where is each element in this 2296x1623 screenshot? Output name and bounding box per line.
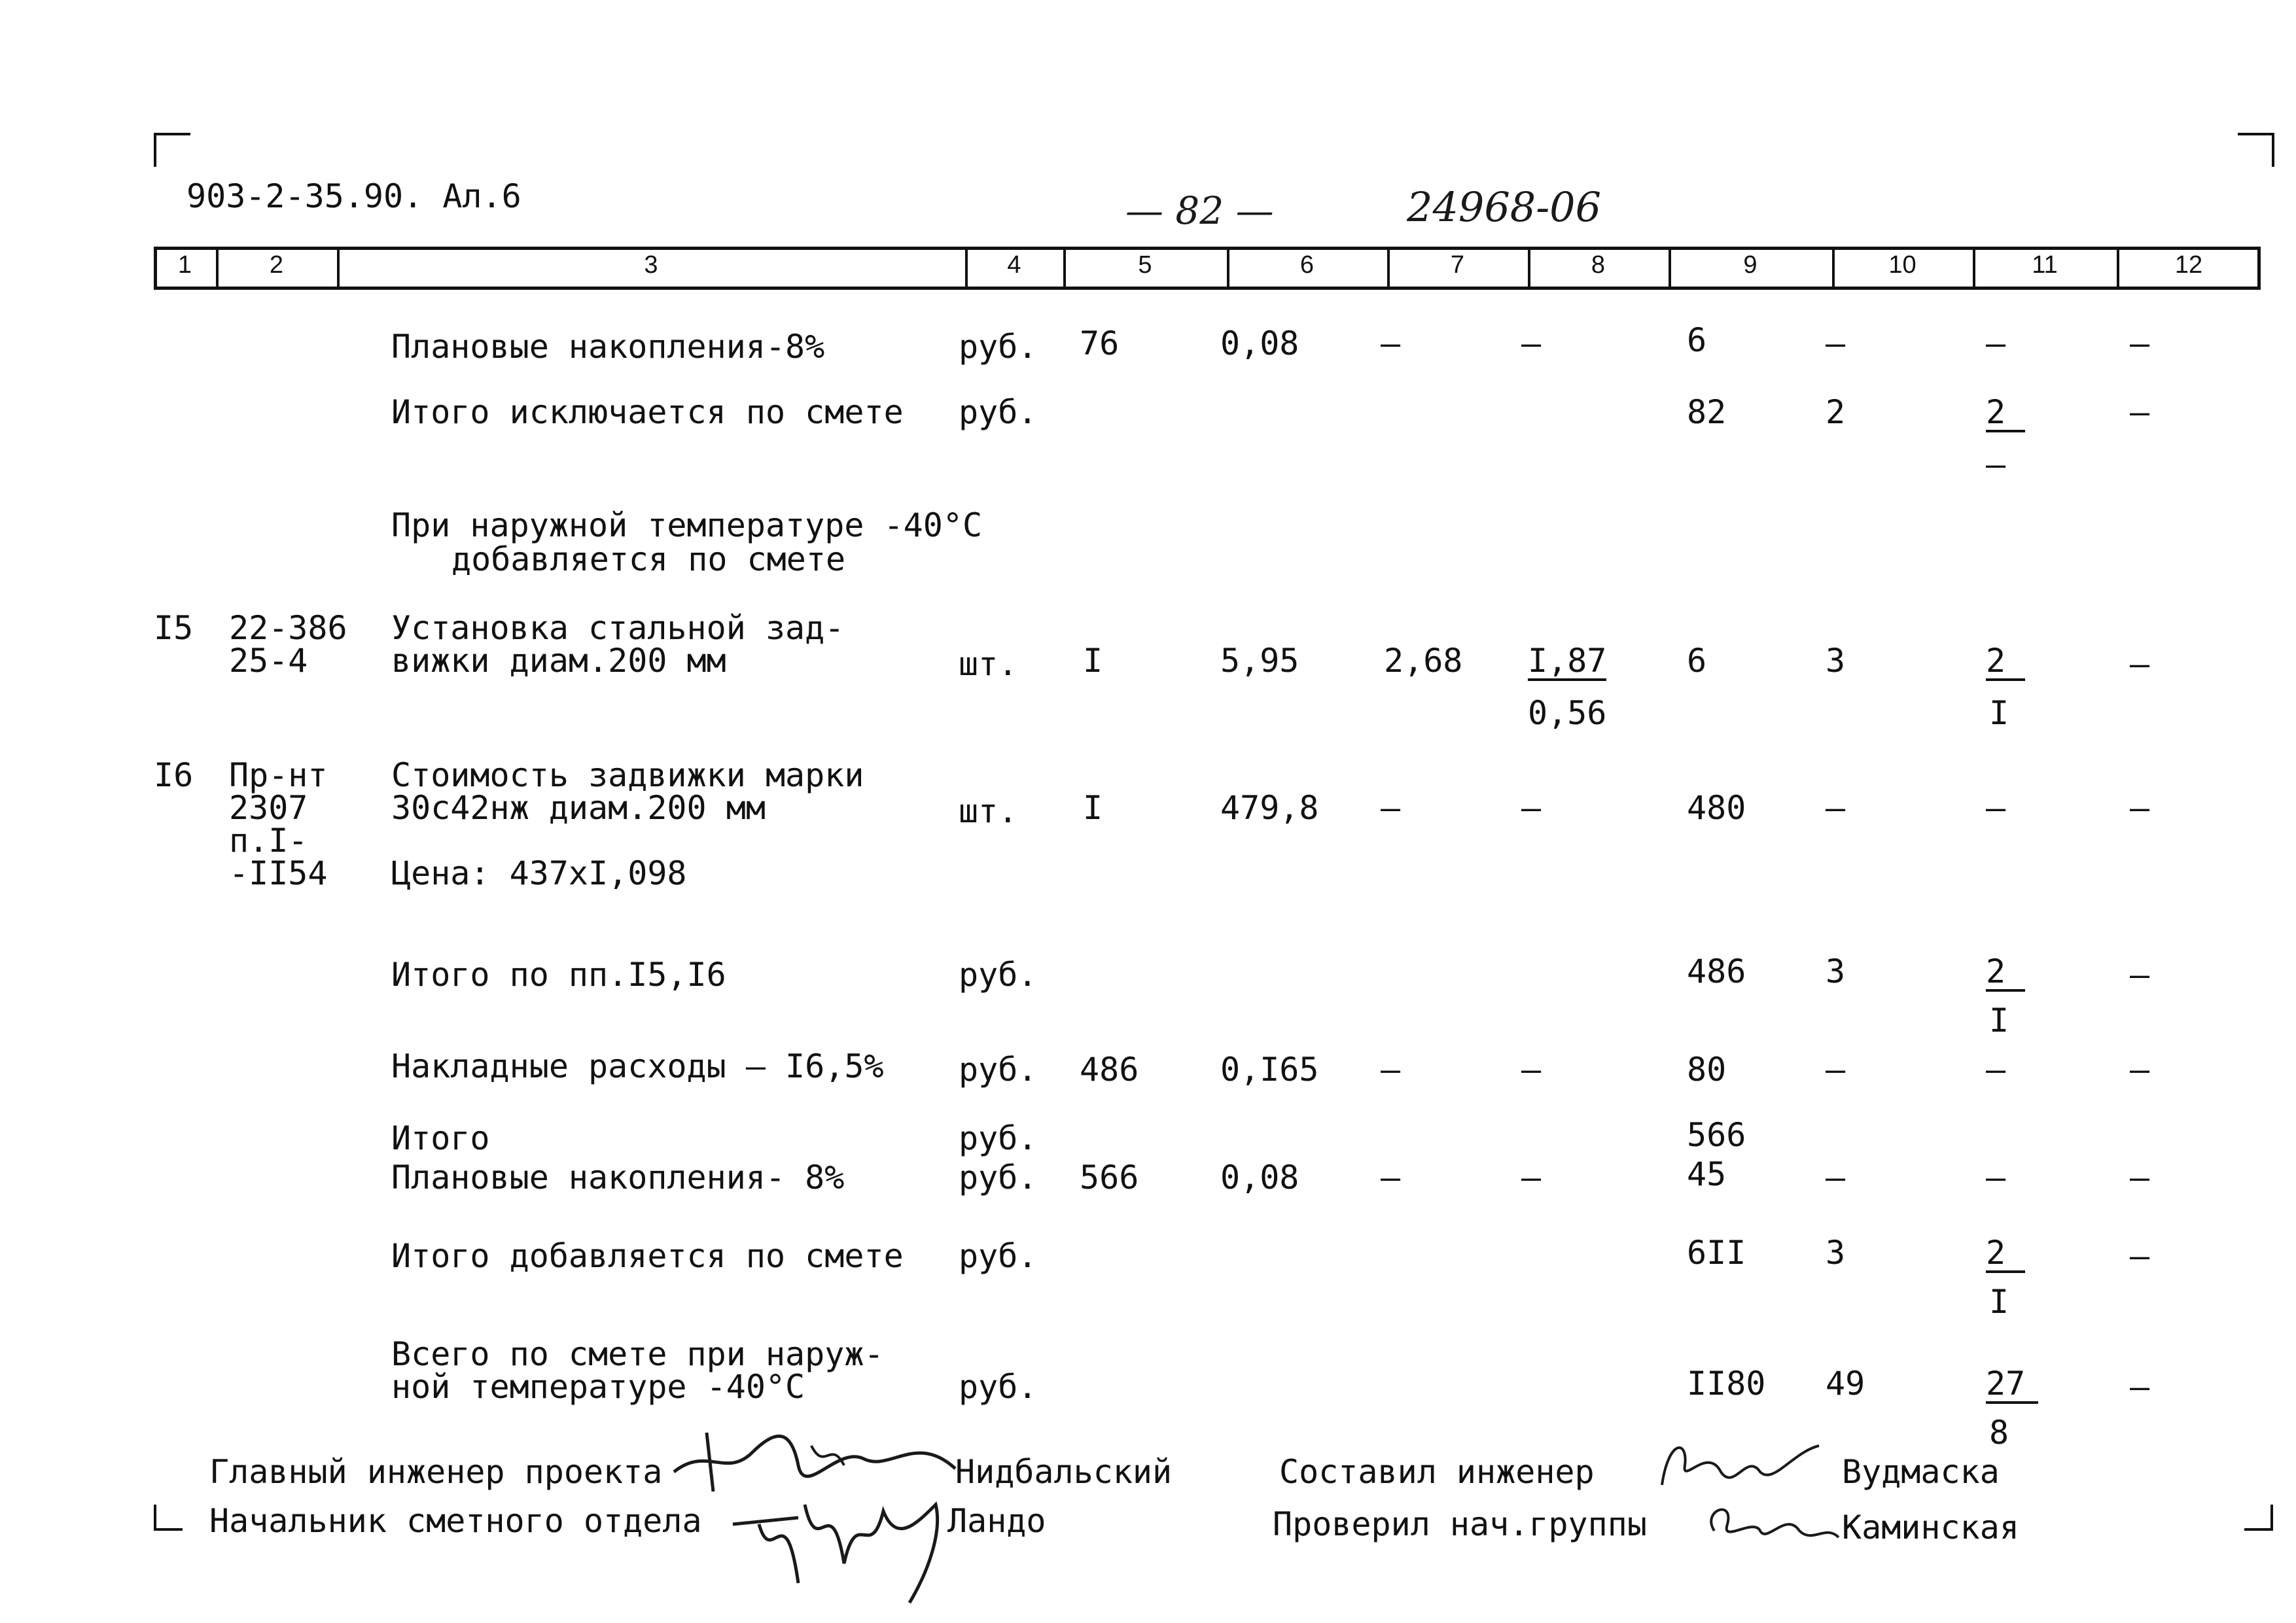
col12: – bbox=[2130, 645, 2150, 683]
unit: руб. bbox=[959, 1368, 1038, 1406]
col10: 49 bbox=[1826, 1365, 1865, 1403]
col8: – bbox=[1521, 1051, 1542, 1089]
col11: – bbox=[1986, 324, 2006, 362]
col11-numerator: 2 bbox=[1986, 396, 2025, 432]
checked-by-name: Каминская bbox=[1842, 1509, 2019, 1546]
item-name: Плановые накопления-8% bbox=[391, 328, 825, 366]
rate-code: 2307 bbox=[229, 789, 308, 827]
unit: руб. bbox=[959, 1237, 1038, 1275]
col9: 6II bbox=[1687, 1234, 1746, 1272]
col9: 82 bbox=[1687, 393, 1727, 431]
chief-engineer-name: Нидбальский bbox=[955, 1453, 1173, 1491]
col11: – bbox=[1986, 1051, 2006, 1089]
checked-by-signature bbox=[1695, 1485, 1845, 1557]
price-note: Цена: 437хI,098 bbox=[391, 854, 687, 892]
col10: 3 bbox=[1826, 1234, 1846, 1272]
col10: – bbox=[1826, 1159, 1846, 1196]
item-name: ной температуре -40°С bbox=[391, 1368, 805, 1406]
column-number: 8 bbox=[1591, 251, 1606, 279]
col5: I bbox=[1083, 789, 1103, 827]
item-name: вижки диам.200 мм bbox=[391, 642, 726, 680]
col6: 5,95 bbox=[1220, 642, 1299, 680]
col10: 2 bbox=[1826, 393, 1846, 431]
col6: 0,I65 bbox=[1220, 1051, 1319, 1089]
unit: руб. bbox=[959, 393, 1038, 431]
col12: – bbox=[2130, 393, 2150, 431]
col9: 566 bbox=[1687, 1116, 1746, 1154]
col5: 566 bbox=[1080, 1159, 1139, 1196]
col10: – bbox=[1826, 789, 1846, 827]
row-number: I5 bbox=[154, 609, 194, 647]
col12: – bbox=[2130, 789, 2150, 827]
col10: – bbox=[1826, 324, 1846, 362]
col11-numerator: 2 bbox=[1986, 1236, 2025, 1273]
column-number: 11 bbox=[2032, 251, 2058, 279]
compiled-by-label: Составил инженер bbox=[1279, 1453, 1595, 1491]
col11-numerator: 27 bbox=[1986, 1367, 2038, 1404]
col8-denominator: 0,56 bbox=[1528, 694, 1607, 732]
col11-denominator: I bbox=[1989, 694, 2009, 732]
document-code: 903-2-35.90. Ал.6 bbox=[186, 177, 521, 215]
rate-code: 25-4 bbox=[229, 642, 308, 680]
column-number: 1 bbox=[177, 251, 192, 279]
col5: I bbox=[1083, 642, 1103, 680]
col8-numerator: I,87 bbox=[1528, 642, 1607, 680]
col6: 0,08 bbox=[1220, 1159, 1299, 1196]
col9: II80 bbox=[1687, 1365, 1766, 1403]
column-number: 9 bbox=[1743, 251, 1757, 279]
col6: 479,8 bbox=[1220, 789, 1319, 827]
unit: руб. bbox=[959, 1051, 1038, 1089]
rate-code: -II54 bbox=[229, 854, 328, 892]
col7: – bbox=[1381, 1159, 1401, 1196]
chief-engineer-label: Главный инженер проекта bbox=[209, 1453, 663, 1491]
column-number: 12 bbox=[2174, 251, 2203, 279]
item-name: Всего по смете при наруж- bbox=[391, 1335, 884, 1373]
inventory-number: 24968-06 bbox=[1407, 183, 1602, 231]
col12: – bbox=[2130, 1368, 2150, 1406]
col9: 80 bbox=[1687, 1051, 1727, 1089]
column-number: 5 bbox=[1138, 251, 1152, 279]
row-number: I6 bbox=[154, 756, 194, 794]
col11-denominator: – bbox=[1986, 445, 2006, 483]
unit: руб. bbox=[959, 328, 1038, 366]
unit: шт. bbox=[959, 792, 1018, 830]
item-name: Стоимость задвижки марки bbox=[391, 756, 864, 794]
col7: 2,68 bbox=[1384, 642, 1463, 680]
item-name: Итого исключается по смете bbox=[391, 393, 904, 431]
unit: руб. bbox=[959, 1159, 1038, 1196]
item-name: Установка стальной зад- bbox=[391, 609, 845, 647]
col12: – bbox=[2130, 1237, 2150, 1275]
col11-numerator: 2 bbox=[1986, 955, 2025, 992]
col7: – bbox=[1381, 1051, 1401, 1089]
item-name: Итого по пп.I5,I6 bbox=[391, 956, 726, 994]
rate-code: Пр-нт bbox=[229, 756, 328, 794]
estimates-head-name: Ландо bbox=[947, 1502, 1046, 1540]
item-name: Итого добавляется по смете bbox=[391, 1237, 904, 1275]
col9: 45 bbox=[1687, 1155, 1727, 1193]
col10: – bbox=[1826, 1051, 1846, 1089]
corner-mark-top-left bbox=[154, 133, 190, 167]
col8: – bbox=[1521, 1159, 1542, 1196]
col9: 480 bbox=[1687, 789, 1746, 827]
heading-line: добавляется по смете bbox=[451, 540, 846, 578]
col11: – bbox=[1986, 1159, 2006, 1196]
corner-mark-bottom-left bbox=[154, 1505, 183, 1531]
corner-mark-top-right bbox=[2238, 133, 2274, 167]
checked-by-label: Проверил нач.группы bbox=[1273, 1505, 1647, 1543]
unit: шт. bbox=[959, 645, 1018, 683]
col11-numerator: 2 bbox=[1986, 644, 2025, 681]
col9: 6 bbox=[1687, 642, 1707, 680]
col12: – bbox=[2130, 1051, 2150, 1089]
col12: – bbox=[2130, 324, 2150, 362]
unit: руб. bbox=[959, 1119, 1038, 1157]
item-name: 30с42нж диам.200 мм bbox=[391, 789, 766, 827]
col10: 3 bbox=[1826, 952, 1846, 990]
item-name: Плановые накопления- 8% bbox=[391, 1159, 845, 1196]
corner-mark-bottom-right bbox=[2244, 1505, 2273, 1531]
col8: – bbox=[1521, 324, 1542, 362]
col5: 76 bbox=[1080, 324, 1120, 362]
col11-denominator: I bbox=[1989, 1002, 2009, 1039]
col9: 6 bbox=[1687, 321, 1707, 359]
col5: 486 bbox=[1080, 1051, 1139, 1089]
column-number: 3 bbox=[644, 251, 658, 279]
column-number: 4 bbox=[1007, 251, 1021, 279]
column-number: 10 bbox=[1888, 251, 1916, 279]
col12: – bbox=[2130, 1159, 2150, 1196]
col10: 3 bbox=[1826, 642, 1846, 680]
unit: руб. bbox=[959, 956, 1038, 994]
page-number: — 82 — bbox=[1125, 188, 1274, 233]
col12: – bbox=[2130, 956, 2150, 994]
col8: – bbox=[1521, 789, 1542, 827]
column-number: 6 bbox=[1299, 251, 1315, 279]
rate-code: п.I- bbox=[229, 822, 308, 860]
item-name: Накладные расходы – I6,5% bbox=[391, 1047, 884, 1085]
column-number: 7 bbox=[1450, 251, 1465, 279]
compiled-by-name: Вудмаска bbox=[1842, 1453, 2000, 1491]
col11-denominator: I bbox=[1989, 1283, 2009, 1321]
col7: – bbox=[1381, 789, 1401, 827]
column-number: 2 bbox=[269, 251, 284, 279]
item-name: Итого bbox=[391, 1119, 490, 1157]
estimates-head-label: Начальник сметного отдела bbox=[209, 1502, 702, 1540]
col6: 0,08 bbox=[1220, 324, 1299, 362]
col11-denominator: 8 bbox=[1989, 1414, 2009, 1452]
rate-code: 22-386 bbox=[229, 609, 347, 647]
col11: – bbox=[1986, 789, 2006, 827]
col7: – bbox=[1381, 324, 1401, 362]
col9: 486 bbox=[1687, 952, 1746, 990]
heading-line: При наружной температуре -40°С bbox=[391, 506, 983, 544]
estimates-head-signature bbox=[720, 1465, 968, 1609]
